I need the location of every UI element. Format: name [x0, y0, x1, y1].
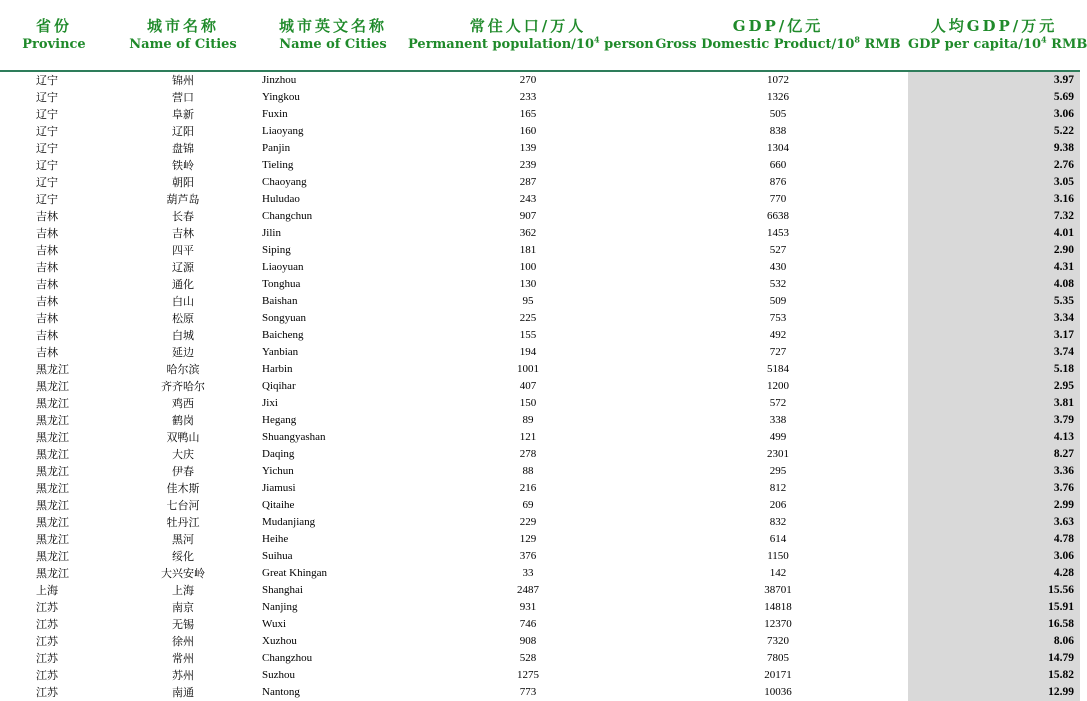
- cell-province[interactable]: 黑龙江: [36, 431, 69, 444]
- table-row: [0, 565, 1080, 582]
- col-header-gdp-pc-zh: 人均GDP/万元: [930, 17, 1058, 35]
- cell-gdp-per-capita[interactable]: 3.17: [908, 327, 1080, 344]
- table-row: [0, 667, 1080, 684]
- cell-province[interactable]: 吉林: [36, 210, 58, 223]
- cell-gdp[interactable]: 338: [769, 414, 787, 426]
- table-row: [0, 463, 1080, 480]
- cell-gdp[interactable]: 38701: [764, 584, 792, 596]
- table-row: [0, 514, 1080, 531]
- cell-population[interactable]: 908: [519, 635, 537, 647]
- col-header-city-zh[interactable]: [108, 0, 258, 71]
- cell-population[interactable]: 287: [519, 176, 537, 188]
- cell-gdp[interactable]: 10036: [764, 686, 792, 698]
- cell-population[interactable]: 89: [522, 414, 534, 426]
- cell-gdp[interactable]: 572: [769, 397, 787, 409]
- cell-city-zh[interactable]: 哈尔滨: [166, 363, 200, 376]
- cell-province[interactable]: 辽宁: [36, 74, 58, 87]
- cell-province[interactable]: 江苏: [36, 652, 58, 665]
- cell-province[interactable]: 黑龙江: [36, 414, 69, 427]
- cell-province[interactable]: 黑龙江: [36, 533, 69, 546]
- cell-population[interactable]: 773: [519, 686, 537, 698]
- cell-city-zh[interactable]: 盘锦: [172, 142, 194, 155]
- cell-province[interactable]: 辽宁: [36, 108, 58, 121]
- table-row: [0, 395, 1080, 412]
- cell-province[interactable]: 黑龙江: [36, 380, 69, 393]
- table-row: [0, 276, 1080, 293]
- cell-city-zh[interactable]: 南京: [172, 601, 194, 614]
- cell-province[interactable]: 辽宁: [36, 142, 58, 155]
- table-row: [0, 633, 1080, 650]
- cell-province[interactable]: 吉林: [36, 278, 58, 291]
- col-header-population-en: Permanent population/$10^4$ person: [408, 34, 654, 52]
- cell-gdp[interactable]: 505: [769, 108, 787, 120]
- cell-gdp-per-capita[interactable]: 4.01: [908, 225, 1080, 242]
- table-row: [0, 174, 1080, 191]
- cell-gdp-per-capita[interactable]: 3.06: [908, 106, 1080, 123]
- cell-gdp-per-capita[interactable]: 9.38: [908, 140, 1080, 157]
- col-header-gdp-zh: GDP/亿元: [732, 17, 824, 35]
- cell-province[interactable]: 辽宁: [36, 176, 58, 189]
- cell-province[interactable]: 江苏: [36, 618, 58, 631]
- cell-gdp-per-capita[interactable]: 3.63: [908, 514, 1080, 531]
- cell-province[interactable]: 吉林: [36, 244, 58, 257]
- cell-gdp-per-capita[interactable]: 8.27: [908, 446, 1080, 463]
- col-header-gdp-pc-en: GDP per capita/$10^4$ RMB: [908, 34, 1087, 52]
- cell-population[interactable]: 181: [519, 244, 537, 256]
- cell-city-zh[interactable]: 牡丹江: [166, 516, 200, 529]
- cell-gdp-per-capita[interactable]: 8.06: [908, 633, 1080, 650]
- cell-population[interactable]: 746: [519, 618, 537, 630]
- cell-gdp-per-capita[interactable]: 3.76: [908, 480, 1080, 497]
- col-header-gdp-per-capita[interactable]: [908, 0, 1087, 71]
- cell-gdp-per-capita[interactable]: 5.18: [908, 361, 1080, 378]
- cell-city-zh[interactable]: 双鸭山: [166, 431, 200, 444]
- cell-city-en[interactable]: Xuzhou: [262, 635, 297, 647]
- cell-population[interactable]: 33: [522, 567, 534, 579]
- cell-city-en[interactable]: Jinzhou: [262, 74, 297, 86]
- table-row: [0, 140, 1080, 157]
- cell-gdp-per-capita[interactable]: 5.69: [908, 89, 1080, 106]
- col-header-city-zh-zh: 城市名称: [146, 17, 219, 35]
- cell-gdp[interactable]: 1326: [767, 91, 789, 103]
- cell-gdp[interactable]: 838: [769, 125, 787, 137]
- cell-city-en[interactable]: Chaoyang: [262, 176, 307, 188]
- cell-gdp-per-capita[interactable]: 3.81: [908, 395, 1080, 412]
- cell-city-zh[interactable]: 葫芦岛: [166, 193, 200, 206]
- cell-gdp[interactable]: 1072: [767, 74, 789, 86]
- cell-gdp-per-capita[interactable]: 7.32: [908, 208, 1080, 225]
- cell-population[interactable]: 129: [519, 533, 537, 545]
- cell-city-zh[interactable]: 松原: [172, 312, 194, 325]
- cell-city-zh[interactable]: 延边: [172, 346, 194, 359]
- col-header-gdp-en: Gross Domestic Product/$10^8$ RMB: [655, 34, 901, 52]
- table-row: [0, 293, 1080, 310]
- cell-city-en[interactable]: Mudanjiang: [262, 516, 316, 528]
- cell-population[interactable]: 233: [519, 91, 537, 103]
- cell-population[interactable]: 1001: [517, 363, 539, 375]
- cell-gdp-per-capita[interactable]: 4.13: [908, 429, 1080, 446]
- cell-city-zh[interactable]: 无锡: [172, 618, 194, 631]
- cell-city-zh[interactable]: 营口: [172, 91, 194, 104]
- cell-gdp[interactable]: 7805: [767, 652, 789, 664]
- cell-city-zh[interactable]: 黑河: [172, 533, 194, 546]
- col-header-population[interactable]: [408, 0, 654, 71]
- cell-gdp[interactable]: 7320: [767, 635, 789, 647]
- cell-province[interactable]: 辽宁: [36, 159, 58, 172]
- cell-city-zh[interactable]: 通化: [172, 278, 194, 291]
- cell-population[interactable]: 1275: [517, 669, 539, 681]
- table-row: [0, 123, 1080, 140]
- table-row: [0, 89, 1080, 106]
- cell-gdp-per-capita[interactable]: 3.36: [908, 463, 1080, 480]
- table-row: [0, 106, 1080, 123]
- cell-gdp[interactable]: 1150: [767, 550, 789, 562]
- cell-city-zh[interactable]: 七台河: [166, 499, 200, 512]
- cell-population[interactable]: 139: [519, 142, 537, 154]
- cell-city-en[interactable]: Daqing: [262, 448, 295, 460]
- cell-city-en[interactable]: Heihe: [262, 533, 289, 545]
- cell-city-en[interactable]: Yanbian: [262, 346, 299, 358]
- table-row: [0, 616, 1080, 633]
- cell-city-en[interactable]: Suihua: [262, 550, 293, 562]
- table-row: [0, 497, 1080, 514]
- cell-gdp-per-capita[interactable]: 5.22: [908, 123, 1080, 140]
- cell-population[interactable]: 160: [519, 125, 537, 137]
- cell-gdp-per-capita[interactable]: 2.95: [908, 378, 1080, 395]
- cell-gdp[interactable]: 614: [769, 533, 787, 545]
- table-row: [0, 684, 1080, 701]
- cell-city-zh[interactable]: 长春: [172, 210, 194, 223]
- table-body: [0, 71, 1080, 701]
- table-row: [0, 242, 1080, 259]
- cell-population[interactable]: 69: [522, 499, 534, 511]
- cell-gdp-per-capita[interactable]: 3.79: [908, 412, 1080, 429]
- cell-city-en[interactable]: Nanjing: [262, 601, 298, 613]
- cell-city-en[interactable]: Panjin: [262, 142, 291, 154]
- cell-city-en[interactable]: Great Khingan: [262, 567, 328, 579]
- cell-city-en[interactable]: Hegang: [262, 414, 297, 426]
- cell-gdp[interactable]: 1200: [767, 380, 789, 392]
- cell-city-en[interactable]: Siping: [262, 244, 291, 256]
- cell-city-zh[interactable]: 吉林: [172, 227, 194, 240]
- cell-population[interactable]: 225: [519, 312, 537, 324]
- cell-gdp-per-capita[interactable]: 3.34: [908, 310, 1080, 327]
- cell-city-en[interactable]: Tonghua: [262, 278, 301, 290]
- cell-population[interactable]: 150: [519, 397, 537, 409]
- cell-gdp-per-capita[interactable]: 15.91: [908, 599, 1080, 616]
- cell-gdp-per-capita[interactable]: 12.99: [908, 684, 1080, 701]
- cell-city-en[interactable]: Fuxin: [262, 108, 288, 120]
- cell-city-en[interactable]: Jiamusi: [262, 482, 296, 494]
- cell-city-zh[interactable]: 上海: [172, 584, 194, 597]
- cell-gdp[interactable]: 753: [769, 312, 787, 324]
- cell-city-en[interactable]: Harbin: [262, 363, 293, 375]
- cell-city-en[interactable]: Yingkou: [262, 91, 300, 103]
- cell-gdp[interactable]: 660: [769, 159, 787, 171]
- table-row: [0, 157, 1080, 174]
- cell-gdp[interactable]: 492: [769, 329, 787, 341]
- cell-province[interactable]: 吉林: [36, 227, 58, 240]
- cell-city-zh[interactable]: 伊春: [172, 465, 194, 478]
- cell-gdp-per-capita[interactable]: 2.90: [908, 242, 1080, 259]
- cell-city-zh[interactable]: 辽源: [172, 261, 194, 274]
- cell-province[interactable]: 黑龙江: [36, 363, 69, 376]
- cell-gdp[interactable]: 812: [769, 482, 787, 494]
- cell-population[interactable]: 528: [519, 652, 537, 664]
- cell-gdp[interactable]: 295: [769, 465, 787, 477]
- cell-province[interactable]: 黑龙江: [36, 482, 69, 495]
- cell-gdp[interactable]: 14818: [764, 601, 792, 613]
- cell-gdp[interactable]: 499: [769, 431, 787, 443]
- cell-population[interactable]: 165: [519, 108, 537, 120]
- cell-province[interactable]: 黑龙江: [36, 550, 69, 563]
- table-row: [0, 378, 1080, 395]
- cell-city-zh[interactable]: 辽阳: [172, 125, 194, 138]
- cell-population[interactable]: 2487: [517, 584, 539, 596]
- cell-population[interactable]: 216: [519, 482, 537, 494]
- cell-city-en[interactable]: Changzhou: [262, 652, 313, 664]
- cell-gdp-per-capita[interactable]: 3.74: [908, 344, 1080, 361]
- table-row: [0, 582, 1080, 599]
- cell-population[interactable]: 121: [519, 431, 537, 443]
- cell-gdp-per-capita[interactable]: 3.06: [908, 548, 1080, 565]
- cell-gdp[interactable]: 12370: [764, 618, 792, 630]
- cell-gdp-per-capita[interactable]: 4.28: [908, 565, 1080, 582]
- cell-population[interactable]: 95: [522, 295, 534, 307]
- cell-gdp[interactable]: 20171: [764, 669, 792, 681]
- cell-province[interactable]: 江苏: [36, 686, 58, 699]
- table-row: [0, 412, 1080, 429]
- cell-city-zh[interactable]: 阜新: [172, 108, 194, 121]
- cell-city-zh[interactable]: 南通: [172, 686, 194, 699]
- col-header-province[interactable]: [0, 0, 108, 71]
- table-row: [0, 599, 1080, 616]
- cell-province[interactable]: 辽宁: [36, 193, 58, 206]
- cell-population[interactable]: 155: [519, 329, 537, 341]
- table-row: [0, 327, 1080, 344]
- cell-city-en[interactable]: Jixi: [262, 397, 278, 409]
- cell-population[interactable]: 407: [519, 380, 537, 392]
- cell-city-en[interactable]: Baicheng: [262, 329, 304, 341]
- cell-gdp-per-capita[interactable]: 2.76: [908, 157, 1080, 174]
- cell-gdp[interactable]: 527: [769, 244, 787, 256]
- cell-gdp-per-capita[interactable]: 2.99: [908, 497, 1080, 514]
- cell-population[interactable]: 229: [519, 516, 537, 528]
- table-row: [0, 361, 1080, 378]
- cell-population[interactable]: 907: [519, 210, 537, 222]
- cell-city-en[interactable]: Tieling: [262, 159, 294, 171]
- cell-population[interactable]: 194: [519, 346, 537, 358]
- cell-gdp[interactable]: 509: [769, 295, 787, 307]
- cell-city-en[interactable]: Qiqihar: [262, 380, 296, 392]
- table-row: [0, 548, 1080, 565]
- cell-city-zh[interactable]: 徐州: [172, 635, 194, 648]
- cell-population[interactable]: 100: [519, 261, 537, 273]
- cell-city-zh[interactable]: 四平: [172, 244, 194, 257]
- cell-gdp[interactable]: 727: [769, 346, 787, 358]
- cell-gdp-per-capita[interactable]: 3.97: [908, 71, 1080, 89]
- cell-gdp[interactable]: 430: [769, 261, 787, 273]
- cell-gdp[interactable]: 206: [769, 499, 787, 511]
- cell-city-zh[interactable]: 佳木斯: [166, 482, 200, 495]
- cell-gdp[interactable]: 142: [769, 567, 787, 579]
- table-row: [0, 650, 1080, 667]
- table-row: [0, 446, 1080, 463]
- cell-gdp[interactable]: 1453: [767, 227, 789, 239]
- col-header-province-en: Province: [22, 37, 86, 52]
- cell-province[interactable]: 江苏: [36, 601, 58, 614]
- cell-city-en[interactable]: Changchun: [262, 210, 313, 222]
- cell-gdp-per-capita[interactable]: 16.58: [908, 616, 1080, 633]
- table-row: [0, 71, 1080, 89]
- col-header-province-zh: 省份: [35, 17, 72, 35]
- cell-population[interactable]: 362: [519, 227, 537, 239]
- cell-province[interactable]: 吉林: [36, 312, 58, 325]
- cell-gdp-per-capita[interactable]: 4.08: [908, 276, 1080, 293]
- table-row: [0, 208, 1080, 225]
- cell-province[interactable]: 江苏: [36, 635, 58, 648]
- table-row: [0, 225, 1080, 242]
- cell-gdp[interactable]: 876: [769, 176, 787, 188]
- cell-province[interactable]: 黑龙江: [36, 448, 69, 461]
- cell-city-zh[interactable]: 绥化: [172, 550, 194, 563]
- table-row: [0, 429, 1080, 446]
- cell-province[interactable]: 吉林: [36, 329, 58, 342]
- cell-gdp[interactable]: 532: [769, 278, 787, 290]
- col-header-city-en[interactable]: [258, 0, 408, 71]
- cell-population[interactable]: 278: [519, 448, 537, 460]
- cell-gdp[interactable]: 1304: [767, 142, 789, 154]
- cell-population[interactable]: 130: [519, 278, 537, 290]
- cell-city-en[interactable]: Baishan: [262, 295, 298, 307]
- cell-province[interactable]: 辽宁: [36, 91, 58, 104]
- cell-city-zh[interactable]: 常州: [172, 652, 194, 665]
- cell-city-zh[interactable]: 苏州: [172, 669, 194, 682]
- cell-city-en[interactable]: Wuxi: [262, 618, 286, 630]
- cell-city-en[interactable]: Liaoyang: [262, 125, 304, 137]
- col-header-city-en-en: Name of Cities: [279, 37, 387, 52]
- cell-city-en[interactable]: Nantong: [262, 686, 300, 698]
- cell-province[interactable]: 吉林: [36, 346, 58, 359]
- cell-gdp[interactable]: 6638: [767, 210, 789, 222]
- cell-city-en[interactable]: Suzhou: [262, 669, 295, 681]
- cell-gdp-per-capita[interactable]: 14.79: [908, 650, 1080, 667]
- col-header-gdp[interactable]: [648, 0, 908, 71]
- header-row: [0, 0, 1080, 71]
- col-header-city-en-zh: 城市英文名称: [278, 17, 387, 35]
- table-row: [0, 531, 1080, 548]
- cell-city-en[interactable]: Shanghai: [262, 584, 303, 596]
- cell-province[interactable]: 上海: [36, 584, 58, 597]
- col-header-city-zh-en: Name of Cities: [129, 37, 237, 52]
- cell-province[interactable]: 辽宁: [36, 125, 58, 138]
- cell-gdp[interactable]: 5184: [767, 363, 789, 375]
- table-row: [0, 344, 1080, 361]
- cell-city-en[interactable]: Songyuan: [262, 312, 306, 324]
- cell-city-zh[interactable]: 大兴安岭: [161, 567, 205, 580]
- cell-population[interactable]: 243: [519, 193, 537, 205]
- cell-gdp-per-capita[interactable]: 4.31: [908, 259, 1080, 276]
- col-header-population-zh: 常住人口/万人: [469, 17, 587, 35]
- cell-gdp-per-capita[interactable]: 15.82: [908, 667, 1080, 684]
- cell-gdp-per-capita[interactable]: 3.05: [908, 174, 1080, 191]
- cell-city-zh[interactable]: 鹤岗: [172, 414, 194, 427]
- cell-province[interactable]: 吉林: [36, 295, 58, 308]
- cell-population[interactable]: 931: [519, 601, 537, 613]
- cell-gdp[interactable]: 2301: [767, 448, 789, 460]
- cell-city-zh[interactable]: 朝阳: [172, 176, 194, 189]
- cell-population[interactable]: 88: [522, 465, 534, 477]
- cell-city-en[interactable]: Liaoyuan: [262, 261, 304, 273]
- cell-gdp[interactable]: 832: [769, 516, 787, 528]
- cell-city-en[interactable]: Qitaihe: [262, 499, 295, 511]
- table-row: [0, 259, 1080, 276]
- cell-gdp-per-capita[interactable]: 4.78: [908, 531, 1080, 548]
- cell-city-zh[interactable]: 铁岭: [172, 159, 194, 172]
- cell-gdp-per-capita[interactable]: 5.35: [908, 293, 1080, 310]
- cell-province[interactable]: 吉林: [36, 261, 58, 274]
- cell-population[interactable]: 270: [519, 74, 537, 86]
- table-row: [0, 310, 1080, 327]
- table-row: [0, 191, 1080, 208]
- cell-gdp[interactable]: 770: [769, 193, 787, 205]
- cell-gdp-per-capita[interactable]: 15.56: [908, 582, 1080, 599]
- cell-city-zh[interactable]: 齐齐哈尔: [161, 380, 205, 393]
- cell-province[interactable]: 黑龙江: [36, 516, 69, 529]
- cell-city-en[interactable]: Huludao: [262, 193, 300, 205]
- cell-city-zh[interactable]: 白城: [172, 329, 194, 342]
- cell-city-en[interactable]: Jilin: [262, 227, 281, 239]
- cell-population[interactable]: 376: [519, 550, 537, 562]
- cell-population[interactable]: 239: [519, 159, 537, 171]
- table-row: [0, 480, 1080, 497]
- cell-city-zh[interactable]: 鸡西: [172, 397, 194, 410]
- cell-city-en[interactable]: Yichun: [262, 465, 294, 477]
- cell-city-en[interactable]: Shuangyashan: [262, 431, 326, 443]
- cell-city-zh[interactable]: 大庆: [172, 448, 194, 461]
- cell-city-zh[interactable]: 白山: [172, 295, 194, 308]
- cell-province[interactable]: 黑龙江: [36, 567, 69, 580]
- cell-gdp-per-capita[interactable]: 3.16: [908, 191, 1080, 208]
- cell-province[interactable]: 黑龙江: [36, 397, 69, 410]
- cell-province[interactable]: 黑龙江: [36, 465, 69, 478]
- cell-province[interactable]: 黑龙江: [36, 499, 69, 512]
- cell-city-zh[interactable]: 锦州: [172, 74, 194, 87]
- cell-province[interactable]: 江苏: [36, 669, 58, 682]
